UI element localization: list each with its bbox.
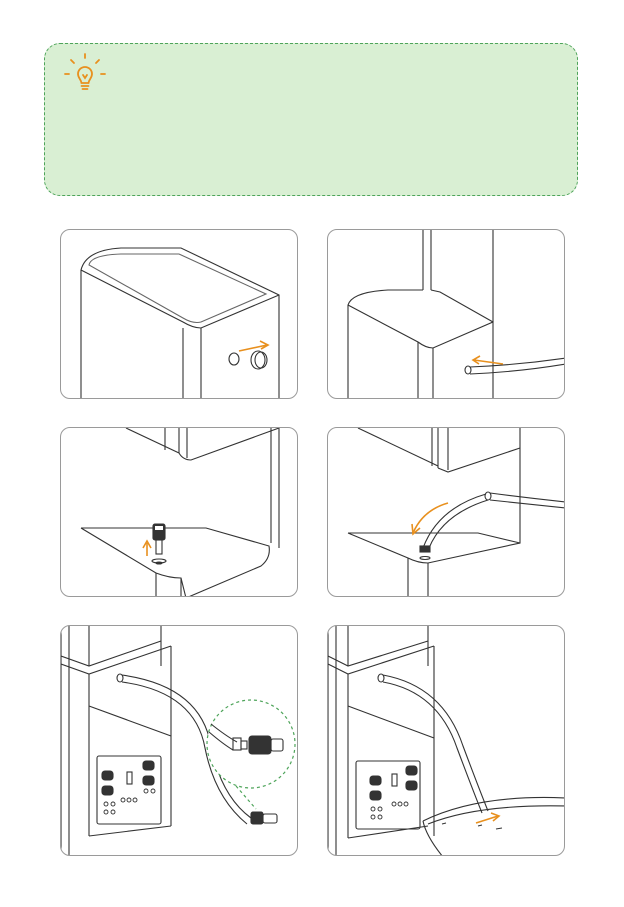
step-2-illustration — [328, 230, 565, 399]
step-6-panel — [327, 625, 565, 856]
arrow-left-icon — [473, 356, 503, 364]
step-1-illustration — [61, 230, 298, 399]
step-2-panel — [327, 229, 565, 399]
step-5-panel — [60, 625, 298, 856]
step-5-illustration — [61, 626, 298, 856]
step-4-panel — [327, 427, 565, 597]
zoom-callout — [207, 700, 295, 809]
step-6-illustration — [328, 626, 565, 856]
lightbulb-icon — [63, 52, 107, 96]
step-3-panel — [60, 427, 298, 597]
step-4-illustration — [328, 428, 565, 597]
arrow-up-icon — [143, 541, 151, 556]
arrow-right-icon — [476, 813, 499, 823]
tip-box — [44, 43, 578, 196]
step-3-illustration — [61, 428, 298, 597]
step-1-panel — [60, 229, 298, 399]
arrow-right-icon — [239, 341, 268, 351]
